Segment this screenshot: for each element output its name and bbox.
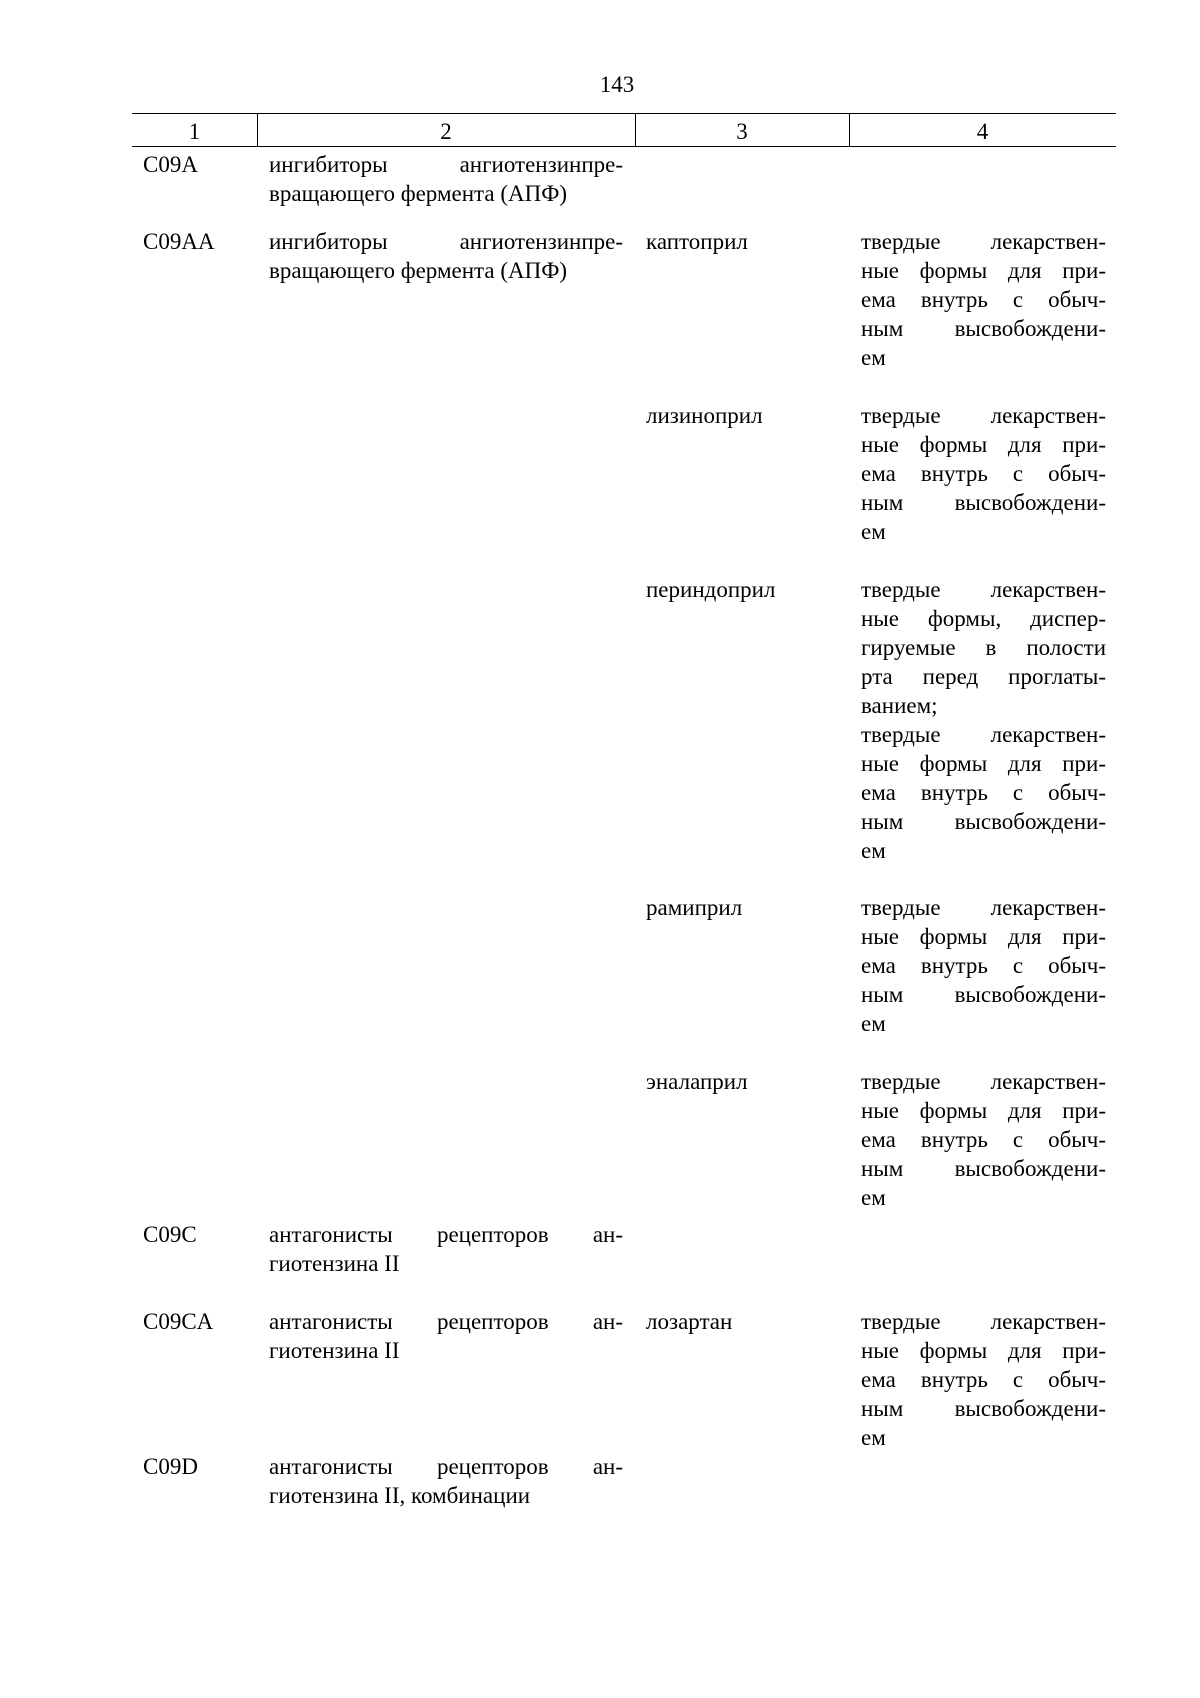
dosage-form-line: ема внутрь с обыч-: [861, 1127, 1106, 1152]
anatomical-group: [269, 1307, 623, 1365]
dosage-form-line: ным высвобождени-: [861, 1396, 1106, 1421]
dosage-form-line: твердые лекарствен-: [861, 1309, 1106, 1334]
dosage-form-line: ема внутрь с обыч-: [861, 953, 1106, 978]
group-line: ингибиторы ангиотензинпре-: [269, 229, 623, 254]
dosage-form-line: ема внутрь с обыч-: [861, 1367, 1106, 1392]
dosage-form-line: ем: [861, 1185, 886, 1210]
dosage-form-line: ема внутрь с обыч-: [861, 461, 1106, 486]
dosage-form-line: гируемые в полости: [861, 635, 1106, 660]
dosage-form-line: твердые лекарствен-: [861, 1069, 1106, 1094]
column-header-1: 1: [188, 119, 201, 144]
anatomical-group: [269, 1220, 623, 1278]
group-line: гиотензина II: [269, 1338, 400, 1363]
drug-name: каптоприл: [646, 229, 748, 254]
atc-code: C09CA: [143, 1309, 214, 1334]
drug-name: лозартан: [646, 1309, 733, 1334]
group-line: вращающего фермента (АПФ): [269, 181, 568, 206]
anatomical-group: [269, 1452, 623, 1510]
column-header-4: 4: [976, 119, 989, 144]
dosage-forms: [861, 227, 1106, 372]
dosage-form-line: ные формы, диспер-: [861, 606, 1106, 631]
dosage-form-line: ем: [861, 838, 886, 863]
dosage-form-line: ные формы для при-: [861, 432, 1106, 457]
column-header-3: 3: [736, 119, 748, 144]
drug-name: эналаприл: [646, 1069, 748, 1094]
group-line: ингибиторы ангиотензинпре-: [269, 152, 623, 177]
dosage-form-line: ным высвобождени-: [861, 316, 1106, 341]
dosage-form-line: твердые лекарствен-: [861, 895, 1106, 920]
column-header-2: 2: [440, 119, 452, 144]
anatomical-group: [269, 227, 623, 285]
dosage-forms: [861, 893, 1106, 1038]
dosage-forms: [861, 1067, 1106, 1212]
dosage-form-line: ным высвобождени-: [861, 982, 1106, 1007]
atc-code: C09AA: [143, 229, 215, 254]
dosage-form-line: ные формы для при-: [861, 258, 1106, 283]
dosage-form-line: ванием;: [861, 693, 938, 718]
group-line: вращающего фермента (АПФ): [269, 258, 568, 283]
dosage-form-line: рта перед проглаты-: [861, 664, 1106, 689]
group-line: антагонисты рецепторов ан-: [269, 1309, 623, 1334]
dosage-forms: [861, 401, 1106, 546]
dosage-form-line: ные формы для при-: [861, 924, 1106, 949]
atc-code: C09A: [143, 152, 198, 177]
group-line: антагонисты рецепторов ан-: [269, 1222, 623, 1247]
dosage-form-line: твердые лекарствен-: [861, 403, 1106, 428]
page-number: 143: [599, 72, 635, 97]
dosage-form-line: ным высвобождени-: [861, 1156, 1106, 1181]
dosage-form-line: ема внутрь с обыч-: [861, 780, 1106, 805]
atc-code: C09D: [143, 1454, 198, 1479]
dosage-form-line: ем: [861, 345, 886, 370]
dosage-form-line: твердые лекарствен-: [861, 722, 1106, 747]
dosage-form-line: твердые лекарствен-: [861, 577, 1106, 602]
dosage-form-line: ным высвобождени-: [861, 490, 1106, 515]
drug-name: рамиприл: [646, 895, 743, 920]
drug-name: периндоприл: [646, 577, 776, 602]
atc-code: C09C: [143, 1222, 197, 1247]
dosage-form-line: ным высвобождени-: [861, 809, 1106, 834]
dosage-form-line: ные формы для при-: [861, 1338, 1106, 1363]
anatomical-group: [269, 150, 623, 208]
dosage-forms: [861, 575, 1106, 865]
group-line: гиотензина II: [269, 1251, 400, 1276]
dosage-form-line: ем: [861, 1425, 886, 1450]
dosage-form-line: ем: [861, 519, 886, 544]
dosage-form-line: ем: [861, 1011, 886, 1036]
dosage-form-line: ные формы для при-: [861, 751, 1106, 776]
dosage-forms: [861, 1307, 1106, 1452]
group-line: антагонисты рецепторов ан-: [269, 1454, 623, 1479]
drug-name: лизиноприл: [646, 403, 763, 428]
table-header-top-rule: [132, 113, 1116, 114]
group-line: гиотензина II, комбинации: [269, 1483, 531, 1508]
dosage-form-line: ные формы для при-: [861, 1098, 1106, 1123]
dosage-form-line: твердые лекарствен-: [861, 229, 1106, 254]
dosage-form-line: ема внутрь с обыч-: [861, 287, 1106, 312]
